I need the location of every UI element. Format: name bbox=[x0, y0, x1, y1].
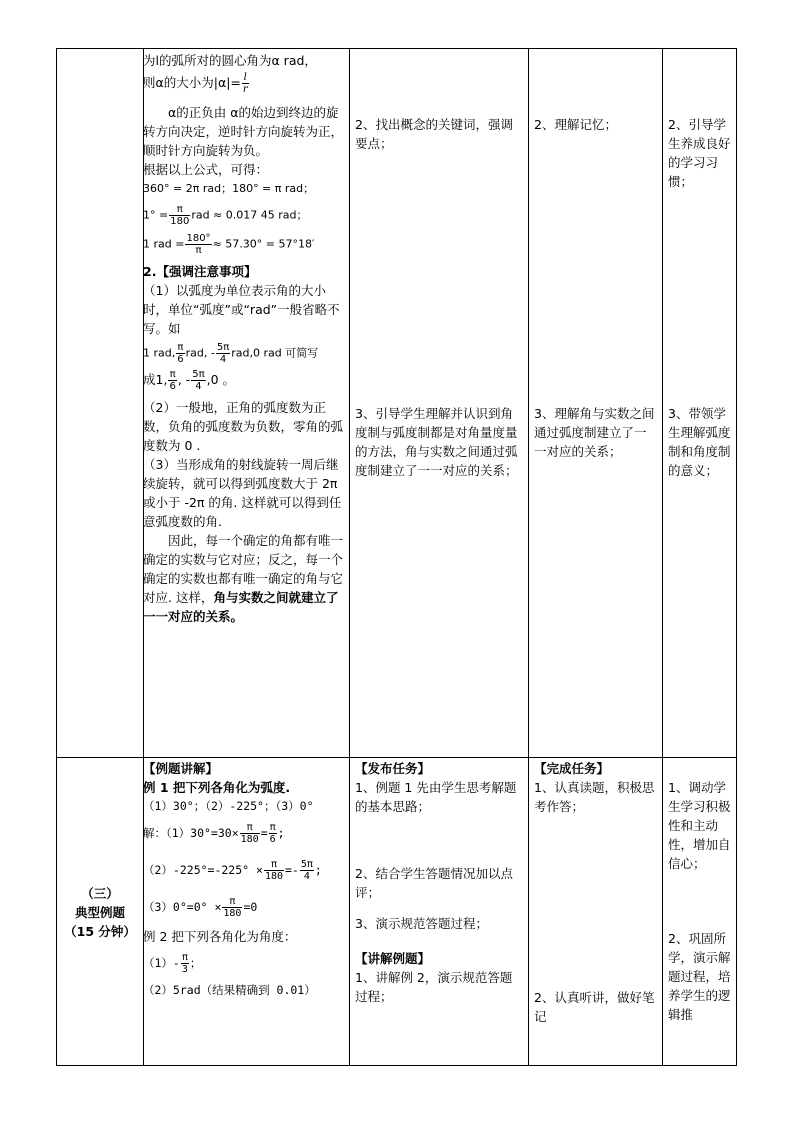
formula-line: 360° = 2π rad；180° = π rad； bbox=[143, 182, 315, 195]
text-span: 1 rad, bbox=[143, 346, 176, 360]
text-span: ; bbox=[314, 863, 322, 877]
denominator: 180 bbox=[240, 834, 259, 845]
formula-line bbox=[143, 342, 349, 365]
text-span: =0 bbox=[243, 900, 258, 914]
denominator: r bbox=[242, 84, 248, 95]
text-paragraph: （1）以弧度为单位表示角的大小时，单位“弧度”或“rad”一般省略不写。如 bbox=[143, 283, 340, 336]
section-heading: 【发布任务】 bbox=[355, 761, 431, 776]
formula-line bbox=[143, 233, 349, 256]
student-activity-cell: 3、理解角与实数之间通过弧度制建立了一一对应的关系； bbox=[534, 406, 655, 459]
fraction bbox=[185, 233, 211, 256]
content-cell-concept bbox=[143, 51, 349, 626]
denominator: 180 bbox=[170, 216, 190, 227]
design-intent-cell: 3、带领学生理解弧度制和角度制的意义； bbox=[668, 406, 731, 478]
solution-line bbox=[143, 859, 349, 882]
stage-label bbox=[57, 884, 143, 941]
numerator: π bbox=[169, 204, 190, 216]
text-span: ; bbox=[277, 826, 285, 840]
text-paragraph: 1、例题 1 先由学生思考解题的基本思路； bbox=[355, 780, 517, 814]
text-span: 成1, bbox=[143, 372, 168, 387]
formula-line bbox=[143, 204, 349, 227]
text-paragraph: 1、讲解例 2，演示规范答题过程； bbox=[355, 970, 513, 1004]
denominator: 180 bbox=[264, 871, 283, 882]
fraction bbox=[169, 204, 190, 227]
numerator: π bbox=[222, 896, 242, 908]
teacher-activity-cell bbox=[355, 759, 523, 1006]
fraction bbox=[269, 822, 277, 845]
column-divider bbox=[528, 49, 529, 1065]
example-items: （1）30°；（2）-225°；（3）0° bbox=[143, 799, 314, 813]
stage-name: 典型例题 bbox=[74, 905, 125, 920]
text-span: rad ≈ 0.017 45 rad； bbox=[191, 208, 308, 222]
denominator: 4 bbox=[195, 381, 202, 392]
text-span: ≈ 57.30° = 57°18′ bbox=[212, 237, 315, 251]
fraction bbox=[181, 952, 189, 975]
text-span: （1）- bbox=[143, 956, 180, 970]
formula-alpha bbox=[143, 72, 349, 95]
fraction bbox=[176, 342, 184, 365]
fraction bbox=[300, 859, 314, 882]
text-line: 根据以上公式，可得： bbox=[143, 162, 269, 177]
example-title: 例 2 把下列各角化为角度： bbox=[143, 929, 297, 944]
text-paragraph: 2、认真听讲，做好笔记 bbox=[534, 990, 655, 1024]
numerator: π bbox=[169, 369, 176, 380]
text-span: ,0 。 bbox=[206, 372, 236, 387]
example-item bbox=[143, 952, 349, 975]
design-intent-cell: 2、引导学生养成良好的学习习惯； bbox=[668, 117, 731, 189]
denominator: 4 bbox=[219, 354, 227, 365]
formula-line bbox=[143, 369, 349, 392]
text-span: =- bbox=[285, 863, 299, 877]
stage-number: （三） bbox=[81, 886, 119, 901]
column-divider bbox=[662, 49, 663, 1065]
section-heading: 【讲解例题】 bbox=[355, 951, 431, 966]
fraction bbox=[242, 72, 249, 95]
text-paragraph: （2）一般地，正角的弧度数为正数，负角的弧度数为负数，零角的弧度数为 0 . bbox=[143, 400, 344, 453]
text-paragraph: α的正负由 α的始边到终边的旋转方向决定，逆时针方向旋转为正，顺时针方向旋转为负。 bbox=[143, 105, 344, 158]
student-activity-cell bbox=[534, 759, 658, 1026]
text-span: rad,0 rad 可简写 bbox=[231, 346, 319, 360]
denominator: π bbox=[195, 245, 202, 256]
numerator: π bbox=[177, 342, 184, 353]
numerator: l bbox=[243, 72, 247, 83]
text-paragraph: 1、认真读题，积极思考作答； bbox=[534, 780, 655, 814]
text-span: = bbox=[260, 826, 268, 840]
text-span: , - bbox=[177, 372, 191, 387]
fraction bbox=[222, 896, 242, 919]
text-span: 1 rad = bbox=[143, 237, 185, 251]
lesson-plan-table bbox=[56, 48, 737, 1066]
bold-text: 角与实数之间就建立了一一对应的关系。 bbox=[143, 590, 339, 624]
fraction bbox=[216, 342, 230, 365]
row-divider bbox=[57, 757, 736, 758]
text-paragraph: 3、演示规范答题过程； bbox=[355, 916, 488, 931]
solution-line bbox=[143, 822, 349, 845]
solution-line bbox=[143, 896, 349, 919]
numerator: π bbox=[240, 822, 260, 834]
numerator: π bbox=[264, 859, 284, 871]
teacher-activity-cell: 3、引导学生理解并认识到角度制与弧度制都是对角量度量的方法，角与实数之间通过弧度制建立了一一对应的关系； bbox=[355, 406, 518, 478]
numerator: 180° bbox=[186, 233, 211, 244]
text-span: 因此，每一个确定的角都有唯一确定的实数与它对应；反之，每一个确定的实数也都有唯一确定的角与它对应. 这样， bbox=[143, 533, 344, 605]
example-title: 例 1 把下列各角化为弧度. bbox=[143, 780, 291, 795]
section-heading: 2.【强调注意事项】 bbox=[143, 264, 257, 279]
denominator: 6 bbox=[169, 381, 176, 392]
fraction bbox=[191, 369, 205, 392]
section-heading: 【例题讲解】 bbox=[143, 761, 219, 776]
numerator: π bbox=[181, 952, 188, 963]
fraction bbox=[168, 369, 176, 392]
text-paragraph: 2、结合学生答题情况加以点评； bbox=[355, 866, 513, 900]
text-span: 解：（1）30°=30× bbox=[143, 826, 239, 840]
example-cell bbox=[143, 759, 349, 1000]
design-intent-cell bbox=[668, 778, 732, 1024]
text-span: rad, - bbox=[185, 346, 215, 360]
denominator: 6 bbox=[177, 354, 184, 365]
denominator: 4 bbox=[303, 871, 310, 882]
numerator: π bbox=[269, 822, 276, 833]
student-activity-cell: 2、理解记忆； bbox=[534, 117, 617, 132]
text-paragraph: 2、巩固所学，演示解题过程，培养学生的逻辑推 bbox=[668, 931, 731, 1022]
numerator: 5π bbox=[192, 369, 205, 380]
section-heading: 【完成任务】 bbox=[534, 761, 610, 776]
example-item: （2）5rad（结果精确到 0.01） bbox=[143, 983, 316, 997]
denominator: 180 bbox=[223, 908, 242, 919]
text-span: （2）-225°=-225° × bbox=[143, 863, 263, 877]
text-span: 1° = bbox=[143, 208, 169, 222]
denominator: 3 bbox=[181, 964, 188, 975]
stage-time: （15 分钟） bbox=[64, 924, 136, 939]
text-paragraph bbox=[143, 531, 349, 626]
text-paragraph: 1、调动学生学习积极性和主动性，增加自信心； bbox=[668, 780, 731, 871]
teacher-activity-cell: 2、找出概念的关键词，强调要点； bbox=[355, 117, 513, 151]
numerator: 5π bbox=[300, 859, 313, 870]
text-span: 则α的大小为|α|= bbox=[143, 75, 241, 90]
column-divider bbox=[349, 49, 350, 1065]
text-span: （3）0°=0° × bbox=[143, 900, 222, 914]
text-span: ； bbox=[189, 956, 202, 970]
text-paragraph: （3）当形成角的射线旋转一周后继续旋转，就可以得到弧度数大于 2π 或小于 -2π 的角. 这样就可以得到任意弧度数的角. bbox=[143, 457, 342, 529]
text-line: 为l的弧所对的圆心角为α rad， bbox=[143, 53, 317, 68]
fraction bbox=[264, 859, 284, 882]
fraction bbox=[240, 822, 260, 845]
numerator: 5π bbox=[216, 342, 230, 353]
denominator: 6 bbox=[269, 834, 276, 845]
